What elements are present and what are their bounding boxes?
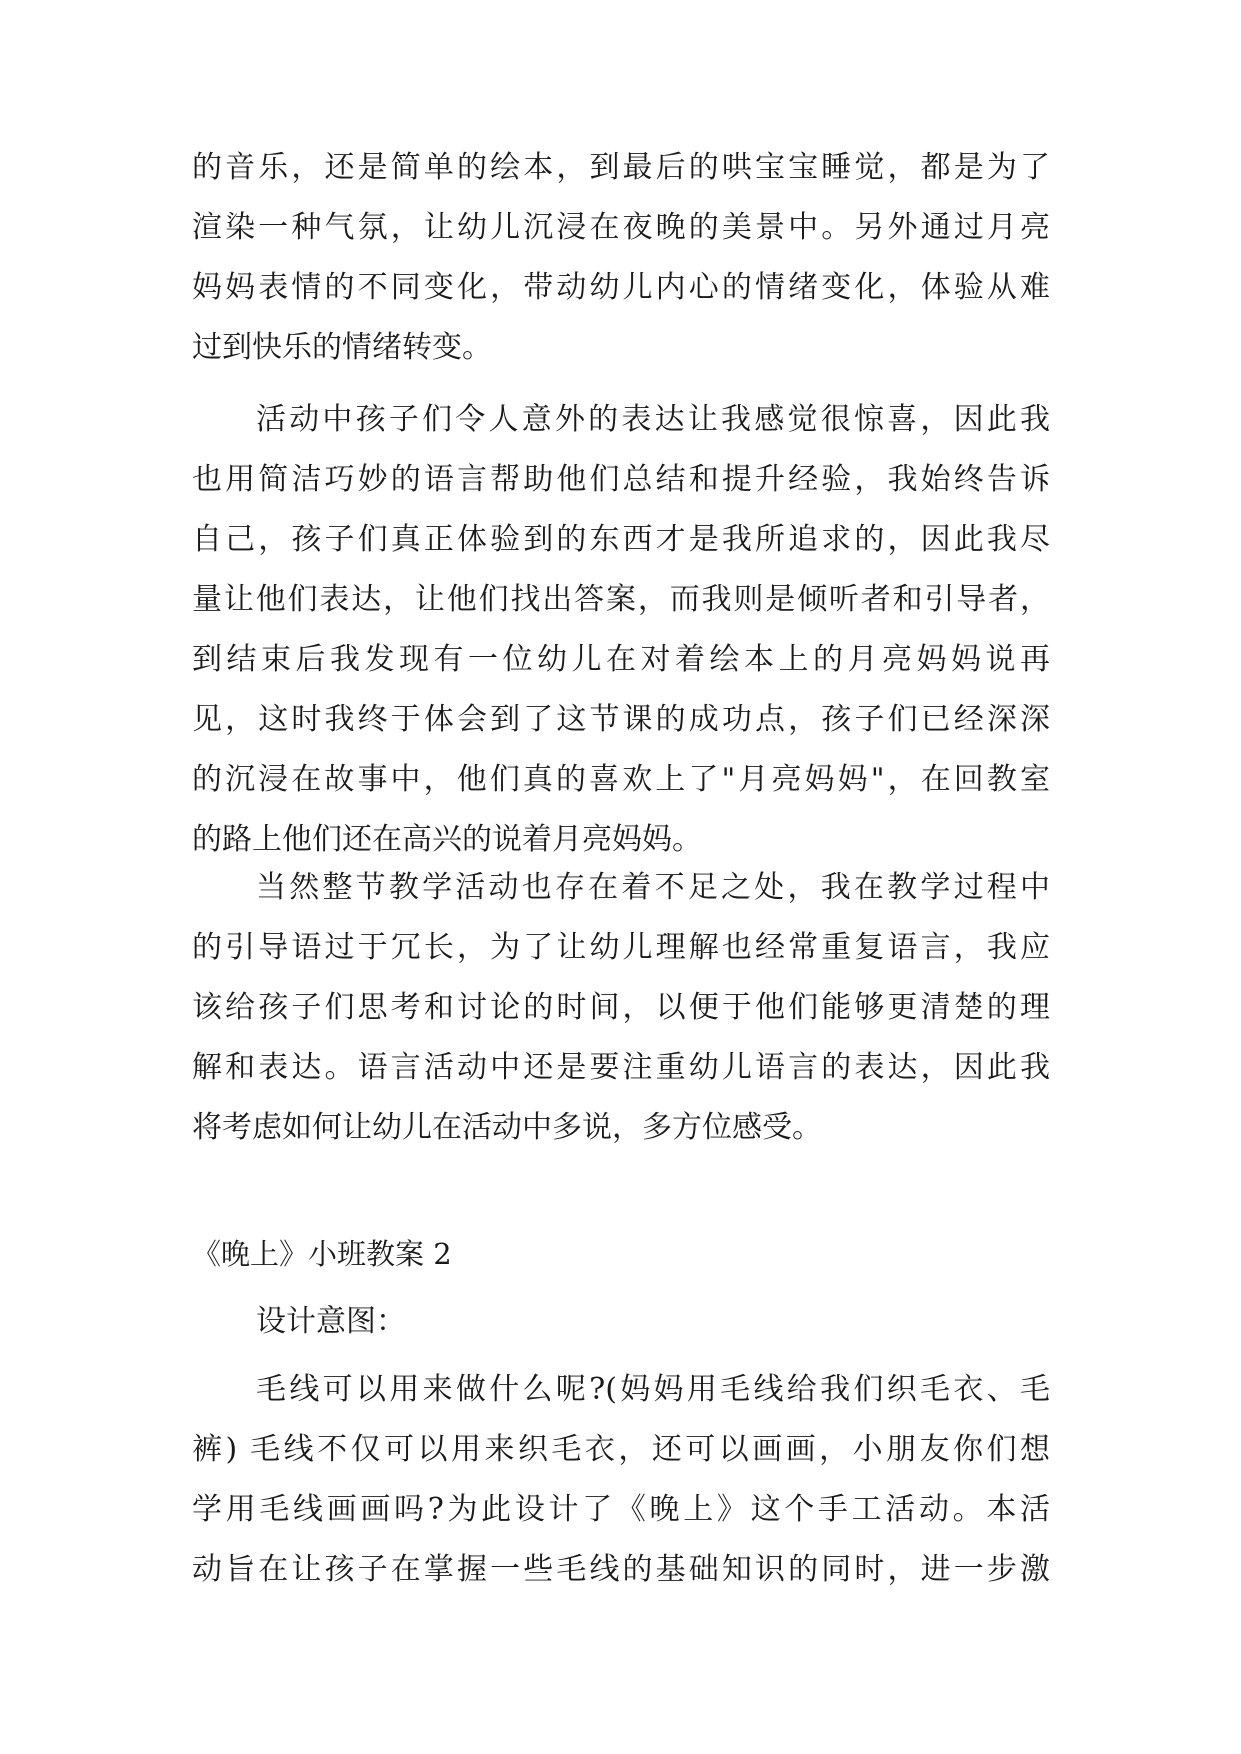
paragraph-line: 渲染一种气氛，让幼儿沉浸在夜晚的美景中。另外通过月亮 [192,210,1050,245]
paragraph-line: 过到快乐的情绪转变。 [192,330,492,365]
section-2-body [192,1360,1050,1600]
paragraph-line: 自己，孩子们真正体验到的东西才是我所追求的，因此我尽 [192,522,1050,557]
paragraph-line: 到结束后我发现有一位幼儿在对着绘本上的月亮妈妈说再 [192,642,1050,677]
paragraph-line: 的路上他们还在高兴的说着月亮妈妈。 [192,822,702,857]
paragraph-line: 妈妈表情的不同变化，带动幼儿内心的情绪变化，体验从难 [192,270,1050,305]
paragraph-3 [192,858,1050,1158]
paragraph-line: 解和表达。语言活动中还是要注重幼儿语言的表达，因此我 [192,1050,1050,1085]
paragraph-line: 毛线可以用来做什么呢?(妈妈用毛线给我们织毛衣、毛 [256,1372,1050,1407]
paragraph-line: 该给孩子们思考和讨论的时间，以便于他们能够更清楚的理 [192,990,1050,1025]
paragraph-2 [192,390,1050,870]
paragraph-line: 动旨在让孩子在掌握一些毛线的基础知识的同时，进一步激 [192,1552,1050,1587]
paragraph-line: 学用毛线画画吗?为此设计了《晚上》这个手工活动。本活 [192,1492,1050,1527]
paragraph-line: 见，这时我终于体会到了这节课的成功点，孩子们已经深深 [192,702,1050,737]
paragraph-line: 活动中孩子们令人意外的表达让我感觉很惊喜，因此我 [256,402,1050,437]
paragraph-1 [192,138,1050,378]
paragraph-line: 也用简洁巧妙的语言帮助他们总结和提升经验，我始终告诉 [192,462,1050,497]
section-heading: 《晚上》小班教案 2 [192,1237,452,1271]
paragraph-line: 裤) 毛线不仅可以用来织毛衣，还可以画画，小朋友你们想 [192,1432,1050,1467]
paragraph-line: 的沉浸在故事中，他们真的喜欢上了"月亮妈妈"，在回教室 [192,762,1050,797]
paragraph-line: 的音乐，还是简单的绘本，到最后的哄宝宝睡觉，都是为了 [192,150,1050,185]
paragraph-line: 当然整节教学活动也存在着不足之处，我在教学过程中 [256,870,1050,905]
paragraph-line: 的引导语过于冗长，为了让幼儿理解也经常重复语言，我应 [192,930,1050,965]
paragraph-line: 将考虑如何让幼儿在活动中多说，多方位感受。 [192,1110,822,1145]
paragraph-line: 量让他们表达，让他们找出答案，而我则是倾听者和引导者， [192,582,1050,617]
section-subheading: 设计意图： [256,1304,406,1339]
